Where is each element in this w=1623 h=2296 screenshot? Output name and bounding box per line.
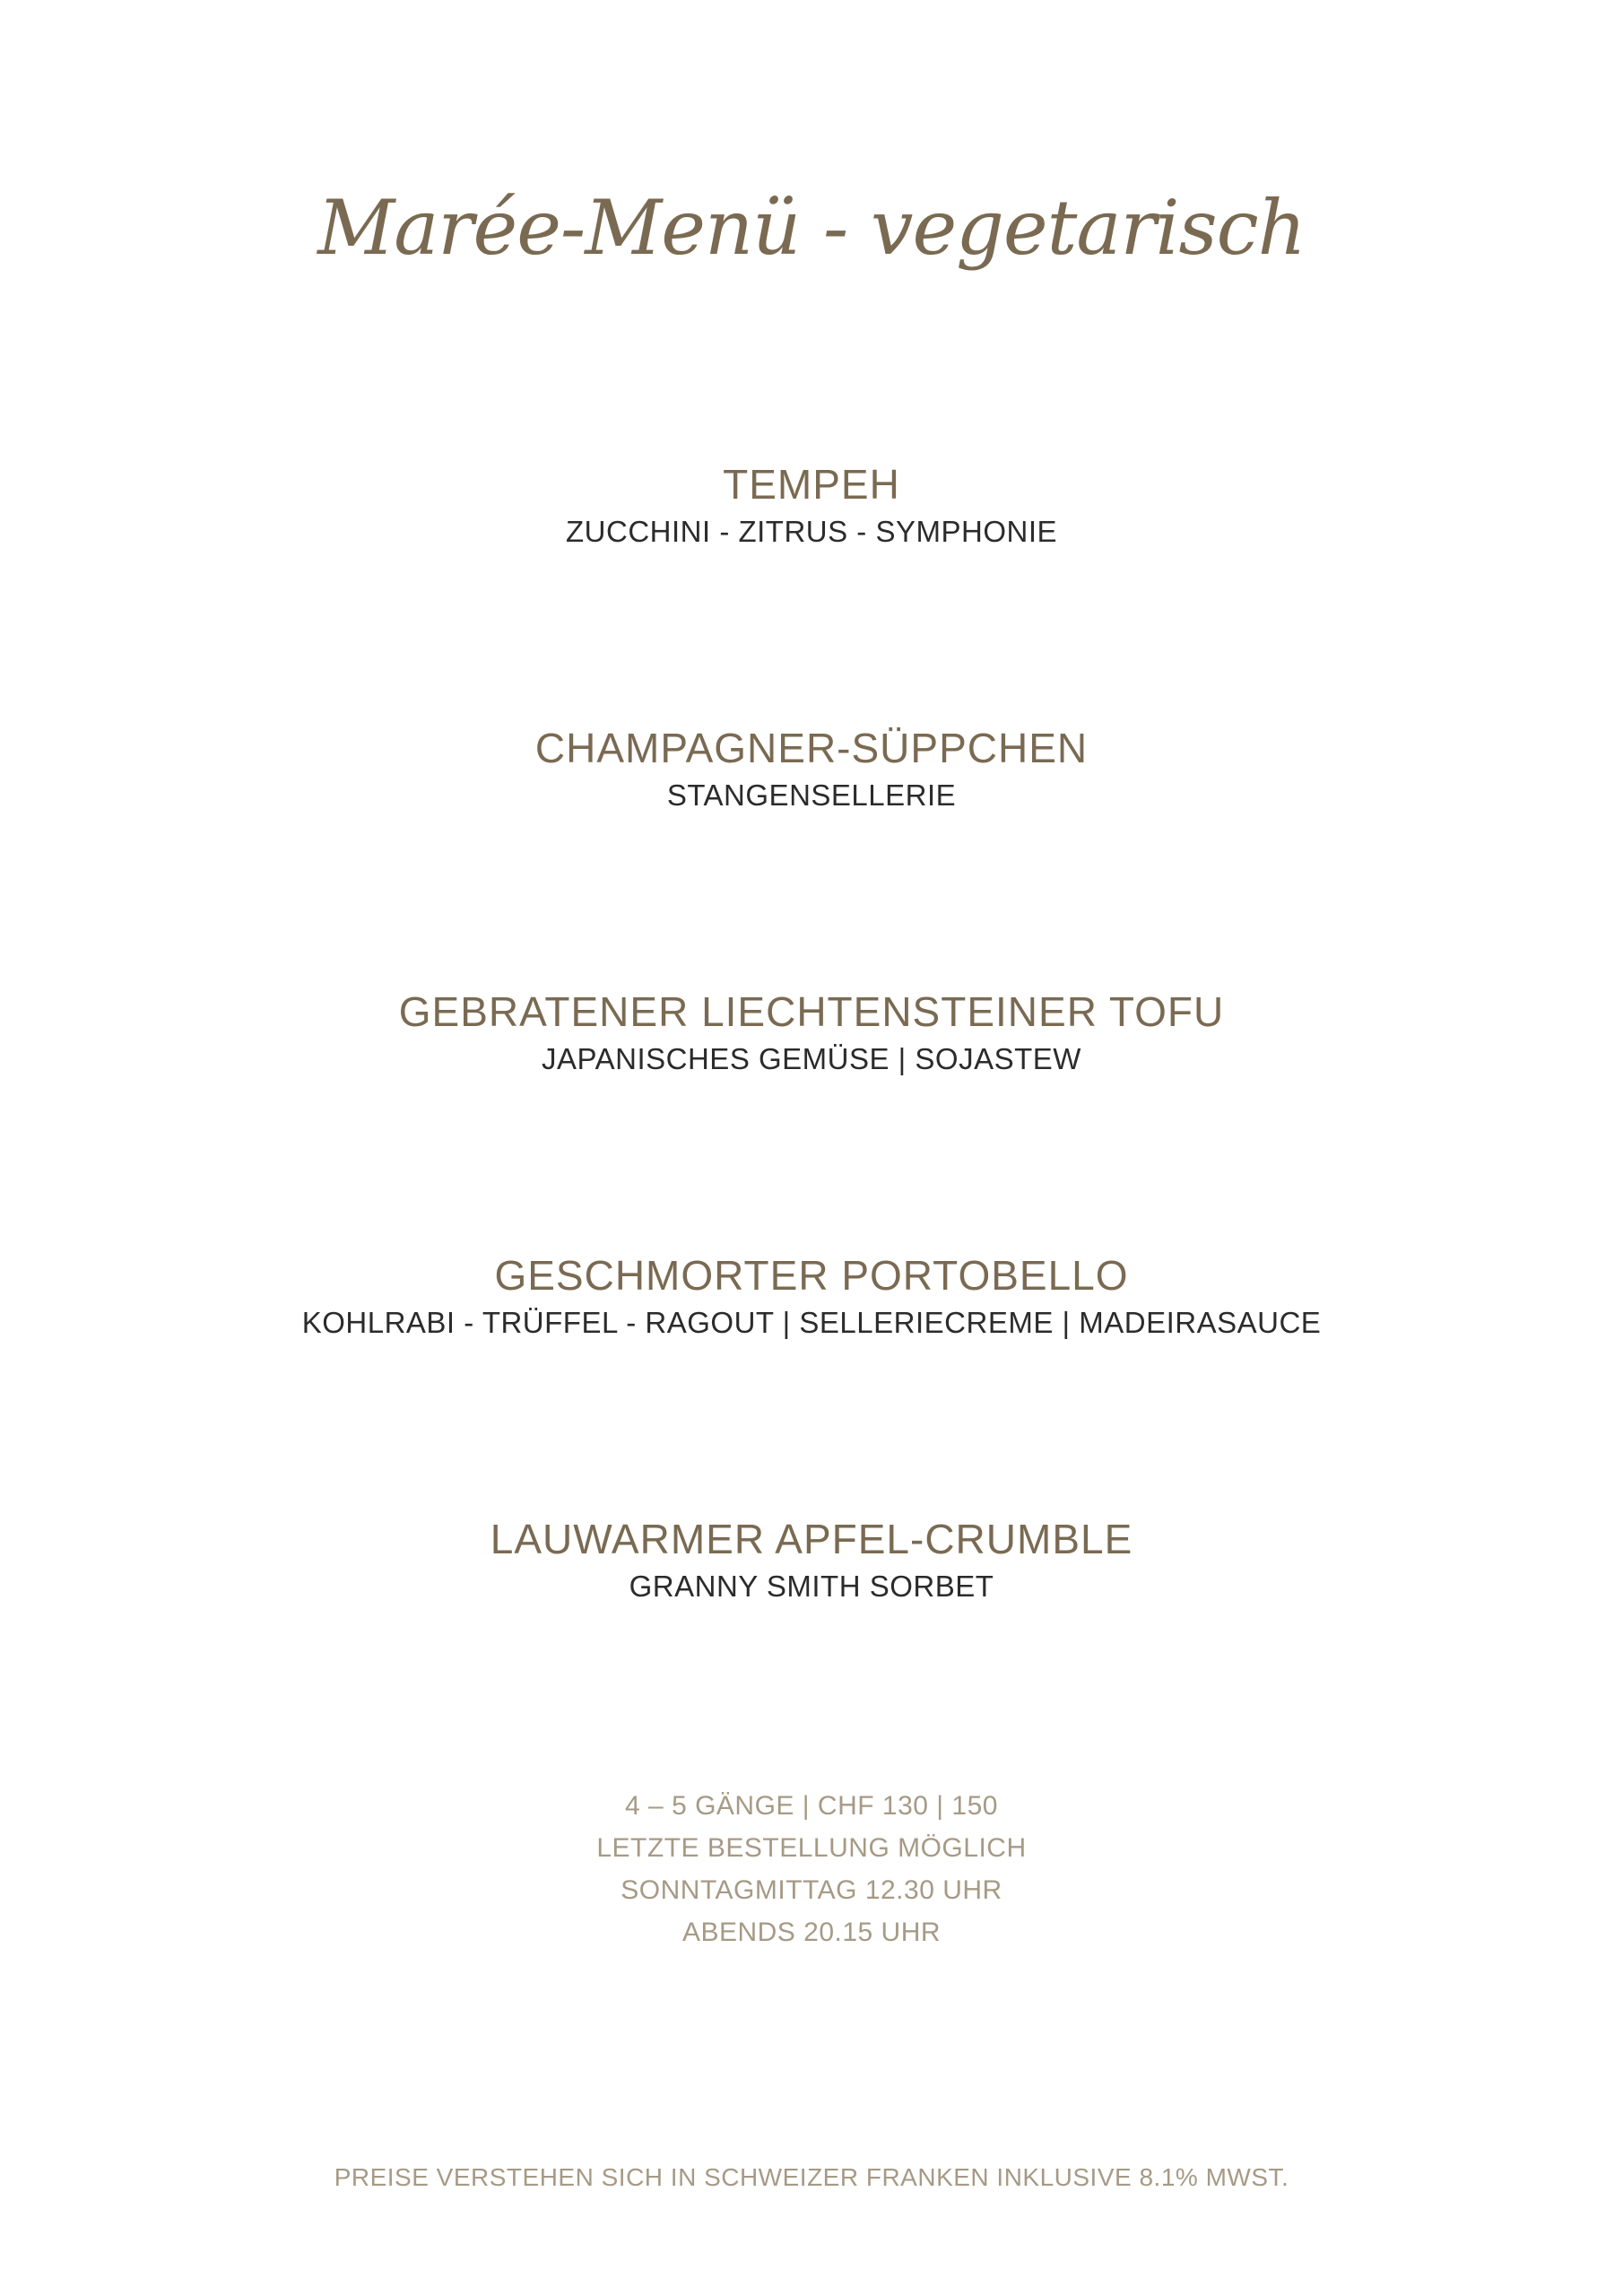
course-name: TEMPEH: [723, 461, 900, 508]
menu-info: [0, 1785, 1623, 1953]
info-line-sunday-lunch: SONNTAGMITTAG 12.30 UHR: [621, 1875, 1002, 1905]
course-name: GESCHMORTER PORTOBELLO: [494, 1252, 1129, 1299]
course-description: JAPANISCHES GEMÜSE | SOJASTEW: [542, 1042, 1081, 1075]
info-line-courses-price: 4 – 5 GÄNGE | CHF 130 | 150: [625, 1791, 998, 1821]
course-item: [0, 1250, 1623, 1344]
course-item: [0, 987, 1623, 1080]
info-line-evenings: ABENDS 20.15 UHR: [681, 1918, 942, 1947]
course-item: [0, 723, 1623, 816]
course-name: LAUWARMER APFEL-CRUMBLE: [490, 1516, 1133, 1562]
price-footnote: PREISE VERSTEHEN SICH IN SCHWEIZER FRANKEN INKLUSIVE 8.1% MWST.: [334, 2163, 1289, 2191]
course-description: STANGENSELLERIE: [666, 778, 957, 812]
course-name: CHAMPAGNER-SÜPPCHEN: [534, 725, 1089, 771]
course-name: GEBRATENER LIECHTENSTEINER TOFU: [398, 988, 1225, 1035]
course-description: KOHLRABI - TRÜFFEL - RAGOUT | SELLERIECREME | MADEIRASAUCE: [301, 1306, 1322, 1339]
course-description: GRANNY SMITH SORBET: [629, 1570, 994, 1603]
course-item: [0, 459, 1623, 552]
course-item: [0, 1514, 1623, 1607]
info-line-last-order: LETZTE BESTELLUNG MÖGLICH: [596, 1833, 1027, 1863]
course-description: ZUCCHINI - ZITRUS - SYMPHONIE: [566, 515, 1057, 548]
menu-title: Marée-Menü - vegetarisch: [317, 184, 1306, 272]
